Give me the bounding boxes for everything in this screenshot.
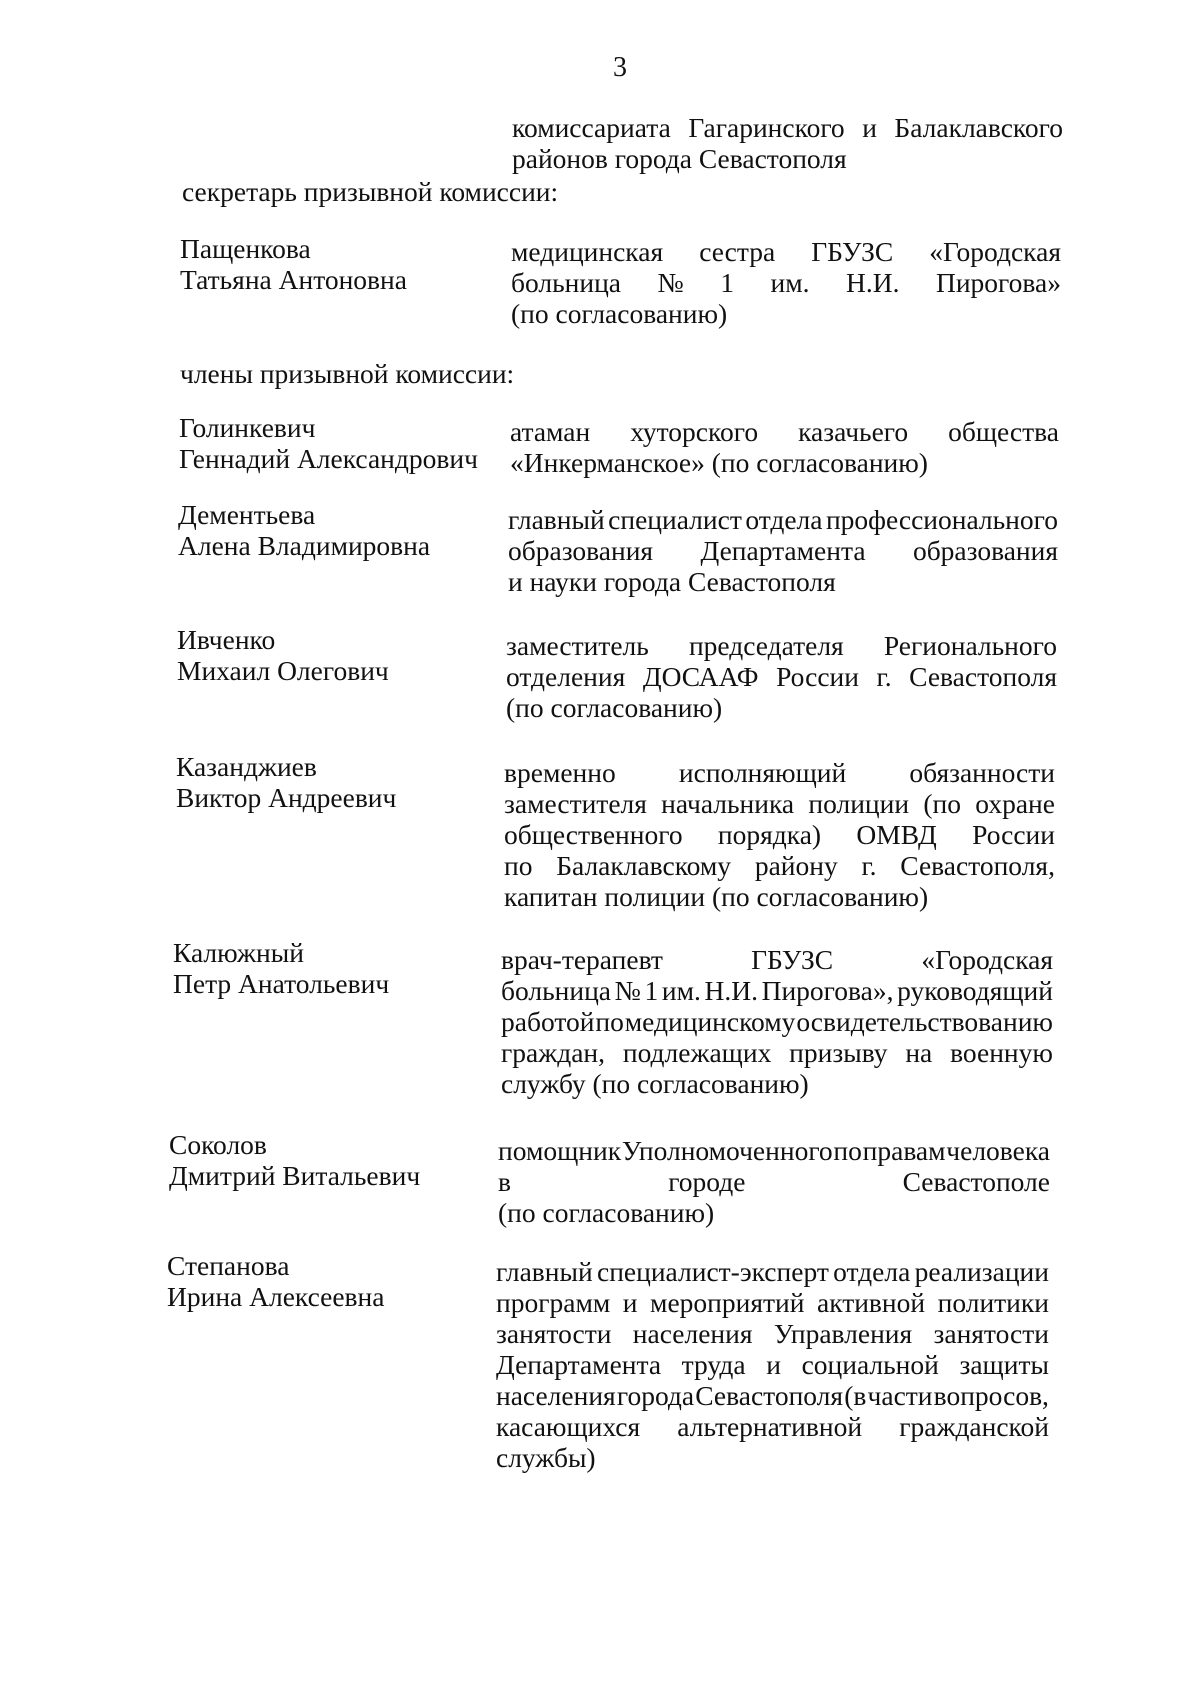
word: ОМВД bbox=[856, 819, 937, 850]
position-line bbox=[508, 535, 1058, 566]
position-line bbox=[496, 1349, 1049, 1380]
surname: Пащенкова bbox=[180, 233, 311, 264]
word: призыву bbox=[789, 1037, 888, 1068]
word: в bbox=[498, 1166, 511, 1197]
word: отделения bbox=[506, 661, 626, 692]
word: освидетельствованию bbox=[796, 1006, 1053, 1037]
word: политики bbox=[937, 1287, 1049, 1318]
intro-line bbox=[512, 112, 1063, 143]
position-line bbox=[498, 1135, 1050, 1166]
word: ГБУЗС bbox=[751, 944, 834, 975]
word: общества bbox=[948, 416, 1059, 447]
given-names: Михаил Олегович bbox=[177, 655, 389, 686]
word: больница bbox=[511, 267, 621, 298]
word: казачьего bbox=[798, 416, 909, 447]
word: порядка) bbox=[717, 819, 822, 850]
word: больница bbox=[501, 975, 611, 1006]
word: Севастополя bbox=[695, 1380, 844, 1411]
position-line bbox=[504, 850, 1055, 881]
word: образования bbox=[912, 535, 1058, 566]
word: и bbox=[622, 1287, 638, 1318]
word: части bbox=[867, 1380, 933, 1411]
position-line bbox=[504, 757, 1055, 788]
word: Севастополя, bbox=[900, 850, 1055, 881]
member-position bbox=[496, 1256, 1049, 1473]
members-heading: члены призывной комиссии: bbox=[180, 358, 515, 389]
word: хуторского bbox=[630, 416, 759, 447]
word: активной bbox=[816, 1287, 926, 1318]
word: ДОСААФ bbox=[642, 661, 759, 692]
given-names: Татьяна Антоновна bbox=[180, 264, 407, 295]
member-name bbox=[176, 751, 516, 813]
position-line: и науки города Севастополя bbox=[508, 566, 836, 597]
member-name bbox=[177, 624, 517, 686]
position-line bbox=[501, 944, 1053, 975]
word: 1 bbox=[720, 267, 734, 298]
word: социальной bbox=[801, 1349, 939, 1380]
position-line bbox=[496, 1287, 1049, 1318]
position-line: капитан полиции (по согласованию) bbox=[504, 881, 929, 912]
word: работой bbox=[501, 1006, 595, 1037]
word: медицинская bbox=[511, 236, 664, 267]
position-line bbox=[501, 975, 1053, 1006]
page-number: 3 bbox=[613, 52, 627, 83]
word: специалист bbox=[608, 504, 742, 535]
word: «Городская bbox=[921, 944, 1053, 975]
word: образования bbox=[508, 535, 654, 566]
given-names: Дмитрий Витальевич bbox=[169, 1160, 421, 1191]
word: ГБУЗС bbox=[811, 236, 894, 267]
word: специалист-эксперт bbox=[597, 1256, 829, 1287]
word: по bbox=[595, 1006, 624, 1037]
word: № bbox=[614, 975, 641, 1006]
word: программ bbox=[496, 1287, 611, 1318]
word: врач-терапевт bbox=[501, 944, 663, 975]
word: отдела bbox=[745, 504, 823, 535]
word: отдела bbox=[833, 1256, 911, 1287]
word: помощник bbox=[498, 1135, 622, 1166]
word: заместителя bbox=[504, 788, 647, 819]
member-position bbox=[510, 416, 1059, 478]
word: обязанности bbox=[909, 757, 1055, 788]
position-line bbox=[506, 661, 1057, 692]
word: труда bbox=[681, 1349, 746, 1380]
word: медицинскому bbox=[624, 1006, 796, 1037]
position-line bbox=[510, 416, 1059, 447]
word: занятости bbox=[933, 1318, 1049, 1349]
secretary-name bbox=[180, 233, 520, 295]
word: 1 bbox=[644, 975, 659, 1006]
member-position bbox=[504, 757, 1055, 912]
position-line: службы) bbox=[496, 1442, 596, 1473]
member-name bbox=[178, 499, 518, 561]
word: (по bbox=[923, 788, 961, 819]
member-position bbox=[501, 944, 1053, 1099]
word: им. bbox=[770, 267, 810, 298]
word: Н.И. bbox=[704, 975, 758, 1006]
member-name bbox=[167, 1250, 507, 1312]
word: исполняющий bbox=[678, 757, 847, 788]
given-names: Виктор Андреевич bbox=[176, 782, 397, 813]
member-position bbox=[508, 504, 1058, 597]
given-names: Геннадий Александрович bbox=[179, 443, 478, 474]
word: защиты bbox=[959, 1349, 1049, 1380]
position-line: (по согласованию) bbox=[511, 298, 728, 329]
surname: Соколов bbox=[169, 1129, 267, 1160]
word: граждан, bbox=[501, 1037, 606, 1068]
member-position bbox=[506, 630, 1057, 723]
word: № bbox=[657, 267, 684, 298]
word: временно bbox=[504, 757, 616, 788]
word: занятости bbox=[496, 1318, 612, 1349]
given-names: Петр Анатольевич bbox=[173, 968, 390, 999]
word: подлежащих bbox=[622, 1037, 772, 1068]
member-name bbox=[179, 412, 519, 474]
word: главный bbox=[508, 504, 605, 535]
position-line bbox=[504, 819, 1055, 850]
surname: Степанова bbox=[167, 1250, 290, 1281]
word: Севастополя bbox=[909, 661, 1057, 692]
word: главный bbox=[496, 1256, 593, 1287]
intro-text bbox=[512, 112, 1063, 174]
word: России bbox=[776, 661, 859, 692]
position-line bbox=[496, 1318, 1049, 1349]
member-name bbox=[173, 937, 513, 999]
given-names: Ирина Алексеевна bbox=[167, 1281, 385, 1312]
intro-line: районов города Севастополя bbox=[512, 143, 847, 174]
position-line bbox=[511, 236, 1061, 267]
position-line bbox=[501, 1037, 1053, 1068]
word: полиции bbox=[808, 788, 910, 819]
member-name bbox=[169, 1129, 509, 1191]
position-line: (по согласованию) bbox=[506, 692, 723, 723]
word: и bbox=[862, 112, 877, 143]
word: г. bbox=[861, 850, 877, 881]
given-names: Алена Владимировна bbox=[178, 530, 431, 561]
position-line bbox=[501, 1006, 1053, 1037]
word: г. bbox=[876, 661, 892, 692]
word: Пирогова», bbox=[761, 975, 894, 1006]
word: по bbox=[504, 850, 533, 881]
position-line bbox=[498, 1166, 1050, 1197]
word: касающихся bbox=[496, 1411, 641, 1442]
word: председателя bbox=[688, 630, 844, 661]
word: Балаклавского bbox=[894, 112, 1063, 143]
word: Балаклавскому bbox=[556, 850, 732, 881]
word: (в bbox=[844, 1380, 867, 1411]
word: Н.И. bbox=[846, 267, 900, 298]
word: начальника bbox=[661, 788, 795, 819]
word: общественного bbox=[504, 819, 683, 850]
word: руководящий bbox=[897, 975, 1053, 1006]
surname: Дементьева bbox=[178, 499, 316, 530]
position-line bbox=[496, 1256, 1049, 1287]
word: Управления bbox=[773, 1318, 913, 1349]
word: России bbox=[972, 819, 1055, 850]
word: комиссариата bbox=[512, 112, 671, 143]
word: правам bbox=[862, 1135, 946, 1166]
position-line bbox=[504, 788, 1055, 819]
word: на bbox=[905, 1037, 933, 1068]
word: военную bbox=[950, 1037, 1053, 1068]
word: Регионального bbox=[883, 630, 1057, 661]
position-line: «Инкерманское» (по согласованию) bbox=[510, 447, 928, 478]
word: мероприятий bbox=[650, 1287, 805, 1318]
word: атаман bbox=[510, 416, 591, 447]
member-position bbox=[498, 1135, 1050, 1228]
position-line: службу (по согласованию) bbox=[501, 1068, 809, 1099]
position-line bbox=[511, 267, 1061, 298]
word: человека bbox=[946, 1135, 1050, 1166]
word: Гагаринского bbox=[688, 112, 845, 143]
word: профессионального bbox=[825, 504, 1058, 535]
word: и bbox=[766, 1349, 781, 1380]
word: вопросов, bbox=[933, 1380, 1049, 1411]
word: города bbox=[616, 1380, 695, 1411]
word: им. bbox=[661, 975, 701, 1006]
word: району bbox=[754, 850, 838, 881]
position-line bbox=[496, 1411, 1049, 1442]
surname: Казанджиев bbox=[176, 751, 317, 782]
word: городе bbox=[668, 1166, 746, 1197]
word: Департамента bbox=[496, 1349, 662, 1380]
word: заместитель bbox=[506, 630, 649, 661]
word: Пирогова» bbox=[935, 267, 1061, 298]
position-line bbox=[508, 504, 1058, 535]
word: реализации bbox=[914, 1256, 1049, 1287]
word: населения bbox=[632, 1318, 753, 1349]
surname: Ивченко bbox=[177, 624, 276, 655]
surname: Голинкевич bbox=[179, 412, 316, 443]
position-line bbox=[496, 1380, 1049, 1411]
word: по bbox=[833, 1135, 862, 1166]
word: Департамента bbox=[700, 535, 866, 566]
position-line: (по согласованию) bbox=[498, 1197, 715, 1228]
word: населения bbox=[496, 1380, 616, 1411]
word: альтернативной bbox=[677, 1411, 863, 1442]
word: Уполномоченного bbox=[621, 1135, 833, 1166]
secretary-heading: секретарь призывной комиссии: bbox=[182, 176, 559, 207]
position-line bbox=[506, 630, 1057, 661]
surname: Калюжный bbox=[173, 937, 304, 968]
word: «Городская bbox=[929, 236, 1061, 267]
secretary-position bbox=[511, 236, 1061, 329]
word: Севастополе bbox=[902, 1166, 1050, 1197]
word: гражданской bbox=[899, 1411, 1049, 1442]
word: охране bbox=[975, 788, 1055, 819]
word: сестра bbox=[699, 236, 776, 267]
